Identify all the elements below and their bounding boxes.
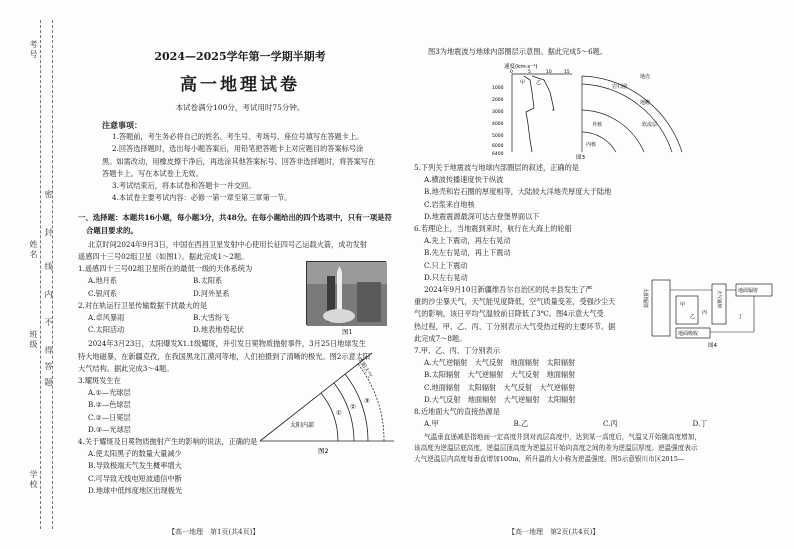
ground-radiation-box: 地面辐射 bbox=[738, 288, 759, 295]
q4-option-a[interactable]: A.使太阳黑子的数量大量减少 bbox=[88, 449, 182, 459]
q5-option-b[interactable]: B.地壳和岩石圈的厚度相等，大陆较大洋地壳厚度大于陆地 bbox=[424, 187, 612, 197]
note-item: 4.本试卷主要考试内容：必修一第一章至第三章第一节。 bbox=[112, 193, 292, 203]
q4-stem: 4.关于耀斑及日冕物质抛射产生的影响的说法，正确的是 bbox=[78, 437, 258, 447]
question-1 bbox=[78, 263, 298, 336]
fig3-ytick-3: 4000 bbox=[492, 122, 504, 127]
layer-crust: 地壳 bbox=[640, 74, 651, 80]
q5-option-c[interactable]: C.岩浆来自地核 bbox=[424, 199, 475, 209]
q2-option-c[interactable]: C.太阳活动 bbox=[88, 325, 125, 335]
mark-jia: 甲 bbox=[680, 302, 686, 309]
exam-term: 2024—2025学年第一学期半期考 bbox=[154, 50, 326, 63]
q5-q6-block bbox=[414, 162, 782, 465]
q1-q2-block bbox=[78, 263, 402, 336]
fig4-label: 图4 bbox=[708, 343, 717, 350]
passage-line: 大气逆温层内高度每垂直增加100m，所升温的大小称为逆温强度。图5示意银川市区2015— bbox=[414, 455, 685, 464]
note-item: 答题卡上。写在本试卷上无效。 bbox=[102, 168, 203, 178]
sun-interior-label: 太阳内部 bbox=[290, 422, 315, 430]
q3-option-a[interactable]: A.①—光球层 bbox=[88, 388, 131, 398]
rocket-launch-photo bbox=[306, 261, 386, 325]
fig3-ytick-4: 5000 bbox=[492, 134, 504, 139]
q1-stem: 1.遥感四十三号02组卫星所在的最低一级的天体系统为 bbox=[78, 264, 253, 274]
q5-option-a[interactable]: A.横波传播速度快于纵波 bbox=[424, 175, 504, 185]
q6-option-d[interactable]: D.只左右晃动 bbox=[424, 272, 468, 282]
layer-outer-core: 外核 bbox=[592, 122, 603, 128]
passage-line: 2024年3月23日，太阳爆发X1.1级耀斑，并引发日冕物质抛射事件，3月25日地球发生 bbox=[88, 339, 366, 349]
layer-mark-2: ② bbox=[350, 403, 356, 412]
q7-option-c[interactable]: C.地面辐射 太阳辐射 大气反射 大气逆辐射 bbox=[424, 382, 576, 392]
seal-char: 题 bbox=[44, 378, 53, 388]
fig3-xlabel: 速度(km·s⁻¹) bbox=[504, 64, 538, 70]
passage4 bbox=[414, 432, 782, 465]
banji-label: 班级 bbox=[29, 330, 38, 350]
q1-option-a[interactable]: A.地月系 bbox=[88, 276, 118, 286]
seal-char: 不 bbox=[44, 318, 53, 328]
q4-option-c[interactable]: C.可导致无线电短波通信中断 bbox=[88, 473, 182, 483]
seal-char: 得 bbox=[44, 346, 53, 356]
seal-char: 封 bbox=[44, 228, 53, 238]
sun-atmosphere-diagram bbox=[254, 345, 402, 455]
q8-option-c[interactable]: C.丙 bbox=[603, 419, 618, 429]
xuexiao-label: 学校 bbox=[29, 470, 38, 490]
q6-option-c[interactable]: C.只上下震动 bbox=[424, 260, 468, 270]
mark-ding: 丁 bbox=[738, 314, 744, 321]
footer-left: 【高一地理 第1页(共4页)】 bbox=[168, 528, 260, 536]
passage-line: 2024年9月10日新疆维吾尔自治区的民丰县发生了严 bbox=[424, 285, 593, 295]
right-column bbox=[412, 0, 784, 549]
q6-option-a[interactable]: A.先上下震动，再左右晃动 bbox=[424, 236, 511, 246]
wave-line-a bbox=[524, 76, 534, 152]
sun-radiation-box: 太阳辐射 bbox=[642, 288, 648, 309]
passage-line: 遥感四十三号02组卫星（如图1）。据此完成1～2题。 bbox=[78, 252, 249, 262]
fig3-intro: 图3为地震波与地球内部圈层示意图。据此完成5～6题。 bbox=[428, 47, 608, 56]
q1-option-c[interactable]: C.银河系 bbox=[88, 288, 118, 298]
q8-stem: 8.近地面大气的直接热源是 bbox=[414, 407, 500, 417]
note-item: 黑。如需改动，用橡皮擦干净后，再选涂其他答案标号。回答非选择题时，将答案写在 bbox=[102, 156, 376, 166]
question-3 bbox=[78, 375, 258, 436]
passage3 bbox=[414, 284, 646, 345]
exam-info: 本试卷满分100分，考试用时75分钟。 bbox=[175, 103, 305, 112]
q5-stem: 5.下列关于地震波与地球内部圈层的叙述，正确的是 bbox=[414, 163, 579, 172]
seal-char: 线 bbox=[44, 262, 53, 272]
binding-strip bbox=[0, 0, 62, 549]
q4-option-d[interactable]: D.地球中低纬度地区出现极光 bbox=[88, 485, 183, 495]
passage-line: 热过程，甲、乙、丙、丁分别表示大气受热过程的主要环节。据 bbox=[414, 321, 616, 331]
xingming-label: 姓名 bbox=[29, 240, 38, 260]
sun-atmosphere-label: 太阳大气 bbox=[356, 357, 373, 380]
fig2-label: 图2 bbox=[318, 447, 329, 456]
exam-title: 高一地理试卷 bbox=[180, 75, 300, 95]
q8-options bbox=[414, 418, 782, 430]
notes bbox=[78, 119, 402, 204]
atmo-radiation-box: 大气辐射 bbox=[716, 290, 721, 309]
q1-option-b[interactable]: B.太阳系 bbox=[193, 276, 223, 286]
passage1 bbox=[78, 239, 402, 263]
layer-inner-core: 内核 bbox=[586, 142, 597, 148]
q1-option-d[interactable]: D.河外星系 bbox=[193, 288, 230, 298]
layer-mark-1: ① bbox=[336, 409, 342, 418]
fig3-ytick-6: 6400 bbox=[492, 152, 504, 157]
footer-right: 【高一地理 第2页(共4页)】 bbox=[508, 528, 600, 536]
fig3-xtick-1: 5 bbox=[528, 70, 531, 75]
q3-option-c[interactable]: C.②—日冕层 bbox=[88, 412, 131, 422]
q7-option-d[interactable]: D.大气反射 地面辐射 大气逆辐射 太阳辐射 bbox=[424, 394, 576, 404]
atmospheric-heating-diagram bbox=[642, 278, 780, 350]
passage-line: 气的影响，该日平均气温较前日降低了3℃。图4示意大气受 bbox=[414, 309, 604, 319]
layer-lithosphere: 岩石圈 bbox=[612, 84, 628, 90]
wave-label-b: 乙 bbox=[536, 80, 542, 86]
q5-option-d[interactable]: D.地震震源最深可达古登堡界面以下 bbox=[424, 211, 540, 221]
layer-mantle: 地幔 bbox=[640, 100, 651, 106]
fig3-label: 图3 bbox=[576, 155, 585, 161]
seismic-wave-diagram bbox=[462, 60, 692, 160]
seal-char: 内 bbox=[44, 290, 53, 300]
q8-option-b[interactable]: B.乙 bbox=[513, 419, 529, 429]
passage-line: 此完成7～8题。 bbox=[414, 333, 467, 343]
layer-mark-3: ③ bbox=[364, 397, 370, 406]
passage-line: 北京时间2024年9月3日，中国在西昌卫星发射中心使用长征四号乙运载火箭，成功发射 bbox=[88, 239, 368, 249]
mark-yi: 乙 bbox=[690, 314, 696, 321]
fig3-xtick-0: 0 bbox=[510, 70, 513, 75]
note-item: 1.答题前，考生务必将自己的姓名、考生号、考场号、座位号填写在答题卡上。 bbox=[112, 132, 364, 142]
wave-label-a: 甲 bbox=[520, 80, 526, 86]
layer-asthenosphere: 软流层 bbox=[642, 122, 658, 128]
section1-heading-line1: 一、选择题：本题共16小题，每小题3分，共48分。在每小题给出的四个选项中，只有一项是符 bbox=[78, 213, 392, 223]
q4-option-b[interactable]: B.导致极端天气发生概率增大 bbox=[88, 461, 182, 471]
q8-option-d[interactable]: D.丁 bbox=[692, 419, 708, 429]
note-item: 3.考试结束后，将本试卷和答题卡一并交回。 bbox=[112, 181, 256, 191]
seal-line-inner bbox=[52, 20, 53, 529]
notes-heading: 注意事项： bbox=[102, 120, 142, 130]
q1-options bbox=[78, 275, 298, 299]
ground-absorb-box: 地面吸收 bbox=[678, 331, 699, 338]
q6-option-b[interactable]: B.先左右晃动，再上下震动 bbox=[424, 248, 511, 258]
q6-stem: 6.若理论上，当地震到来时，航行在大海上的轮船 bbox=[414, 224, 572, 234]
fig3-ytick-2: 3000 bbox=[492, 110, 504, 115]
passage-line: 特大地磁暴，在新疆克孜，在我国黑龙江漠河等地，人们拍摄到了清晰的极光。图2示意太阳 bbox=[78, 351, 371, 361]
fig3-ytick-5: 6000 bbox=[492, 144, 504, 149]
q2-option-d[interactable]: D.地表地势起伏 bbox=[193, 325, 244, 335]
q2-option-b[interactable]: B.大雪纷飞 bbox=[193, 313, 230, 323]
fig3-ytick-0: 1000 bbox=[492, 86, 504, 91]
seal-char: 密 bbox=[44, 190, 53, 200]
q2-options bbox=[78, 312, 298, 336]
fig1-label: 图1 bbox=[342, 328, 353, 337]
passage-line: 大气结构。据此完成3～4题。 bbox=[78, 363, 174, 373]
section1-heading bbox=[78, 212, 402, 236]
q8-option-a[interactable]: A.甲 bbox=[424, 419, 439, 429]
passage-line: 重的沙尘暴天气，天气能见度降低，空气质量变差，受强沙尘天 bbox=[414, 297, 616, 307]
passage-line: 该高度为逆温层底高度，逆温层顶高度为逆温层开始向高度之间的差为逆温层厚度。逆温强度表示 bbox=[414, 444, 698, 453]
seal-line bbox=[40, 20, 41, 529]
passage3-block bbox=[414, 284, 782, 350]
fig3-xtick-2: 10 bbox=[546, 70, 552, 75]
q3-option-d[interactable]: D.③—光球层 bbox=[88, 424, 131, 434]
mark-bing: 丙 bbox=[702, 310, 708, 317]
note-item: 2.回答选择题时，选出每小题答案后，用铅笔把答题卡上对应题目的答案标号涂 bbox=[112, 144, 364, 154]
fig3-xtick-3: 15 bbox=[564, 70, 570, 75]
q2-option-a[interactable]: A.卓风暴雨 bbox=[88, 313, 125, 323]
q7-stem: 7.甲、乙、丙、丁分别表示 bbox=[414, 346, 500, 356]
passage-line: 气温垂直递减是指地面一定高度并到对流层高度中，达到某一高度后，气温又开始随高度增加， bbox=[424, 433, 701, 442]
left-column bbox=[78, 0, 402, 549]
q7-option-b[interactable]: B.太阳辐射 大气逆辐射 大气反射 地面辐射 bbox=[424, 370, 576, 380]
seal-char: 答 bbox=[44, 362, 53, 372]
section1-heading-line2: 合题目要求的。 bbox=[86, 225, 138, 235]
q2-stem: 2.对在轨运行卫星传输数据干扰最大的是 bbox=[78, 300, 208, 310]
kaohao-label: 考号 bbox=[29, 40, 38, 60]
q3-stem: 3.耀斑发生在 bbox=[78, 376, 121, 386]
fig3-ytick-1: 2000 bbox=[492, 98, 504, 103]
q3-option-b[interactable]: B.②—色球层 bbox=[88, 400, 131, 410]
q7-option-a[interactable]: A.大气逆辐射 大气反射 地面辐射 太阳辐射 bbox=[424, 358, 576, 368]
